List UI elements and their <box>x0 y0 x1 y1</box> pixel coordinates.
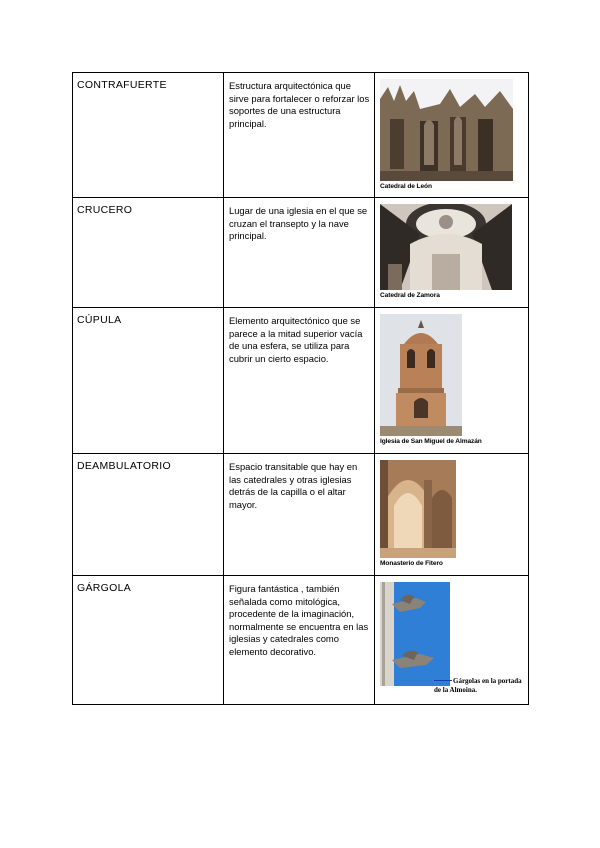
image-cell <box>375 576 529 705</box>
term-cell <box>73 73 224 198</box>
term-label: DEAMBULATORIO <box>77 460 171 472</box>
definition-text: Espacio transitable que hay en las catedrales y otras iglesias detrás de la capilla o el altar mayor. <box>229 461 358 510</box>
table-row <box>73 576 529 705</box>
image-cell <box>375 198 529 308</box>
term-cell <box>73 308 224 454</box>
image-caption: Catedral de Zamora <box>380 292 440 299</box>
dome-interior-photo <box>380 204 524 290</box>
image-cell <box>375 454 529 576</box>
image-caption: Catedral de León <box>380 183 432 190</box>
definition-text: Figura fantástica , también señalada como mitológica, procedente de la imaginación, normalmente se encuentra en las iglesias y catedrales como elemento decorativo. <box>229 583 369 657</box>
definition-cell <box>224 454 375 576</box>
term-label: GÁRGOLA <box>77 582 132 594</box>
caption-link-underline <box>434 680 452 681</box>
term-cell <box>73 198 224 308</box>
table-row <box>73 308 529 454</box>
term-label: CÚPULA <box>77 314 122 326</box>
definition-text: Lugar de una iglesia en el que se cruzan el transepto y la nave principal. <box>229 205 368 241</box>
table-row <box>73 454 529 576</box>
definition-cell <box>224 198 375 308</box>
definition-cell <box>224 576 375 705</box>
table-row <box>73 198 529 308</box>
ambulatory-photo <box>380 460 524 558</box>
gothic-cathedral-photo <box>380 79 524 181</box>
gargoyles-photo <box>380 582 524 686</box>
definition-cell <box>224 73 375 198</box>
image-caption: Iglesia de San Miguel de Almazán <box>380 438 482 445</box>
architecture-glossary-table <box>72 72 529 705</box>
image-caption: Monasterio de Fitero <box>380 560 443 567</box>
definition-text: Elemento arquitectónico que se parece a la mitad superior vacía de una esfera, se utiliza para cubrir un cierto espacio. <box>229 315 363 364</box>
image-cell <box>375 308 529 454</box>
term-cell <box>73 454 224 576</box>
image-cell <box>375 73 529 198</box>
definition-cell <box>224 308 375 454</box>
term-label: CONTRAFUERTE <box>77 79 167 91</box>
brick-tower-photo <box>380 314 524 436</box>
term-label: CRUCERO <box>77 204 133 216</box>
caption-text: Gárgolas en la portada de la Almoina. <box>434 677 522 694</box>
term-cell <box>73 576 224 705</box>
table-row <box>73 73 529 198</box>
definition-text: Estructura arquitectónica que sirve para fortalecer o reforzar los soportes de una estructura principal. <box>229 80 370 129</box>
